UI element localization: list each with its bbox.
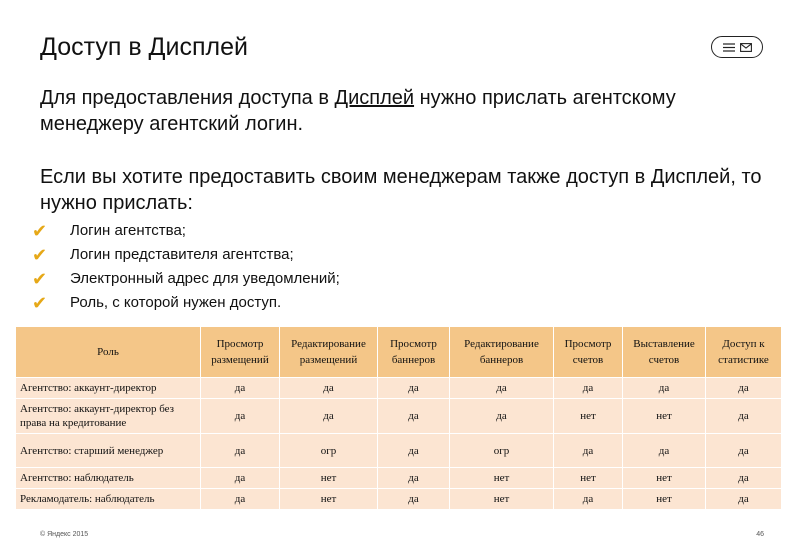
table-cell: да [201,468,280,489]
table-cell: да [554,378,623,399]
column-header: Редактирование баннеров [450,327,554,378]
column-header: Просмотр баннеров [378,327,450,378]
table-cell: да [201,434,280,468]
table-cell: да [201,399,280,434]
table-cell: да [450,399,554,434]
column-header: Редактирование размещений [280,327,378,378]
role-cell: Рекламодатель: наблюдатель [16,489,201,510]
table-cell: нет [280,489,378,510]
table-cell: нет [280,468,378,489]
role-cell: Агентство: аккаунт-директор [16,378,201,399]
table-cell: да [201,378,280,399]
page-number: 46 [756,531,764,538]
table-cell: да [706,468,782,489]
list-item-text: Электронный адрес для уведомлений; [70,270,340,287]
list-item [32,291,340,315]
envelope-icon[interactable] [740,43,752,52]
requirements-list [32,219,340,315]
table-cell: да [706,489,782,510]
table-cell: да [378,434,450,468]
intro-text-start: Для предоставления доступа в [40,87,335,109]
table-cell: нет [623,399,706,434]
checkmark-icon: ✔ [32,245,48,265]
table-cell: да [706,378,782,399]
table-cell: да [378,378,450,399]
table-cell: да [378,489,450,510]
list-item-text: Логин агентства; [70,222,186,239]
list-item-text: Роль, с которой нужен доступ. [70,294,282,311]
column-header: Выставление счетов [623,327,706,378]
checkmark-icon: ✔ [32,269,48,289]
table-cell: да [554,489,623,510]
body-text [40,85,780,216]
access-table [15,326,782,510]
intro-text-end: нужно прислать агентскому менеджеру агентский логин. [40,87,676,135]
checkmark-icon: ✔ [32,293,48,313]
table-cell: да [280,378,378,399]
table-row [16,399,782,434]
display-link[interactable]: Дисплей [334,87,415,109]
table-cell: нет [623,489,706,510]
column-header: Просмотр счетов [554,327,623,378]
hamburger-icon[interactable] [723,43,735,52]
table-row [16,434,782,468]
table-row [16,489,782,510]
table-cell: да [554,434,623,468]
list-item [32,243,340,267]
table-cell: огр [280,434,378,468]
table-cell: да [706,399,782,434]
role-cell: Агентство: старший менеджер [16,434,201,468]
list-item [32,267,340,291]
page-title: Доступ в Дисплей [40,33,248,61]
second-paragraph: Если вы хотите предоставить своим менеджерам также доступ в Дисплей, то нужно прислать: [40,166,762,214]
table-cell: огр [450,434,554,468]
table-cell: да [280,399,378,434]
table-header-row [16,327,782,378]
table-cell: да [706,434,782,468]
table-cell: да [623,434,706,468]
table-cell: нет [450,489,554,510]
table-cell: да [623,378,706,399]
column-header: Доступ к статистике [706,327,782,378]
checkmark-icon: ✔ [32,221,48,241]
table-cell: да [450,378,554,399]
footer-copyright: © Яндекс 2015 [40,531,89,538]
table-row [16,378,782,399]
table-cell: нет [450,468,554,489]
table-cell: нет [554,399,623,434]
role-cell: Агентство: аккаунт-директор без права на кредитование [16,399,201,434]
role-cell: Агентство: наблюдатель [16,468,201,489]
menu-pill[interactable] [711,36,763,58]
table-row [16,468,782,489]
list-item-text: Логин представителя агентства; [70,246,294,263]
table-cell: да [378,399,450,434]
column-header: Просмотр размещений [201,327,280,378]
list-item [32,219,340,243]
table-cell: нет [623,468,706,489]
column-header: Роль [16,327,201,378]
table-cell: нет [554,468,623,489]
intro-paragraph [40,85,780,137]
table-cell: да [201,489,280,510]
table-cell: да [378,468,450,489]
